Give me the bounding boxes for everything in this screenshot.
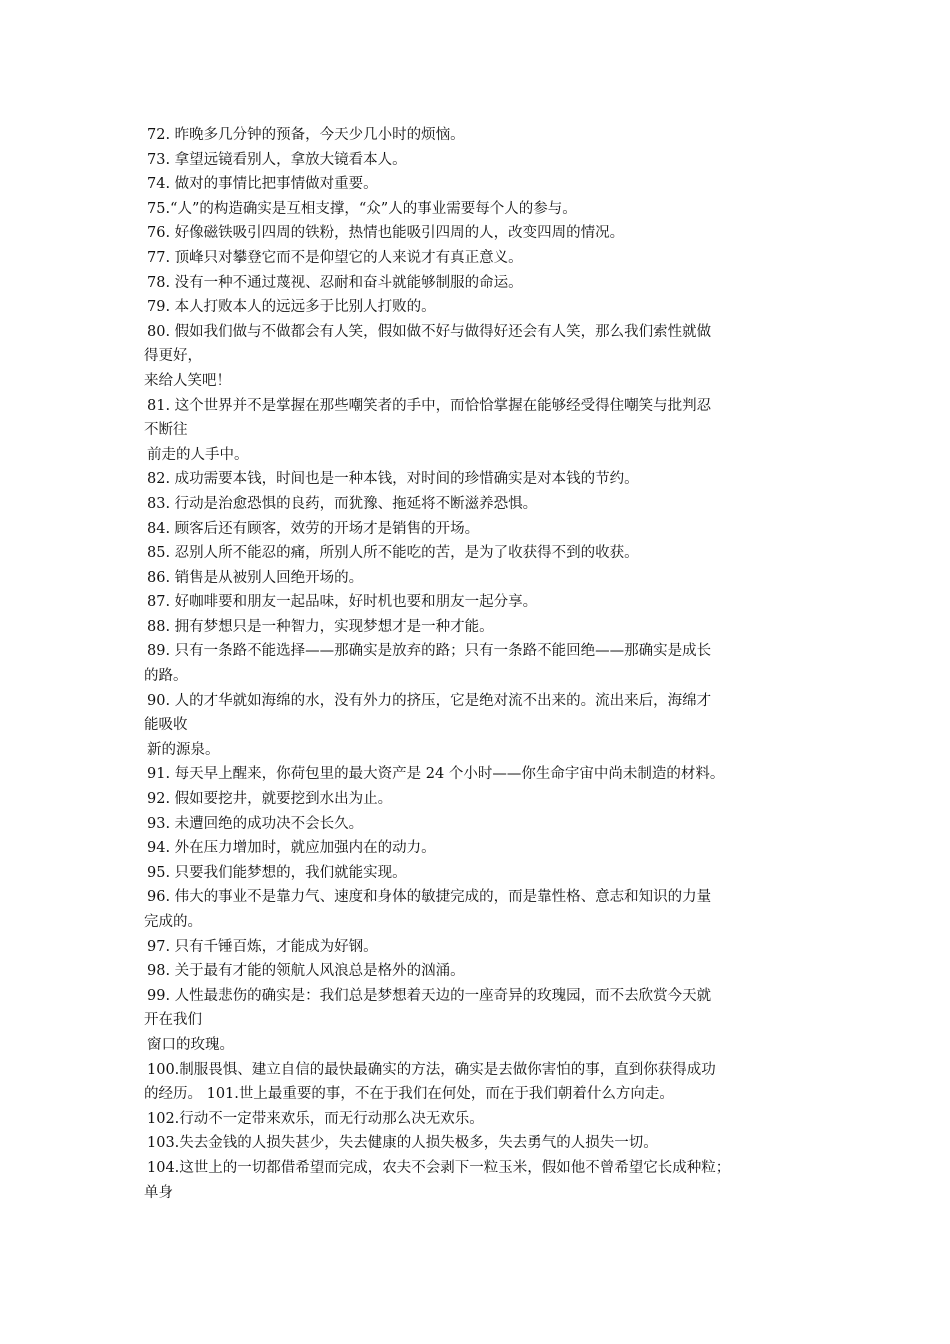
text-line: 75.“人”的构造确实是互相支撑，“众”人的事业需要每个人的参与。 — [147, 200, 577, 217]
text-line: 102.行动不一定带来欢乐，而无行动那么决无欢乐。 — [147, 1110, 484, 1127]
text-line: 94. 外在压力增加时，就应加强内在的动力。 — [147, 840, 436, 857]
text-line: 81. 这个世界并不是掌握在那些嘲笑者的手中，而恰恰掌握在能够经受得住嘲笑与批判忍 — [147, 397, 712, 414]
text-line: 96. 伟大的事业不是靠力气、速度和身体的敏捷完成的，而是靠性格、意志和知识的力量 — [147, 889, 712, 906]
text-line: 99. 人性最悲伤的确实是：我们总是梦想着天边的一座奇异的玫瑰园，而不去欣赏今天就 — [147, 987, 712, 1004]
text-line: 得更好， — [144, 348, 202, 365]
text-line: 93. 未遭回绝的成功决不会长久。 — [147, 815, 364, 832]
text-line: 100.制服畏惧、建立自信的最快最确实的方法，确实是去做你害怕的事，直到你获得成功 — [147, 1061, 716, 1078]
document-body — [144, 123, 814, 1205]
text-line: 72. 昨晚多几分钟的预备，今天少几小时的烦恼。 — [147, 127, 465, 143]
text-line: 84. 顾客后还有顾客，效劳的开场才是销售的开场。 — [147, 520, 480, 537]
text-line: 窗口的玫瑰。 — [147, 1036, 234, 1053]
text-line: 80. 假如我们做与不做都会有人笑，假如做不好与做得好还会有人笑，那么我们索性就做 — [147, 323, 712, 340]
text-line: 83. 行动是治愈恐惧的良药，而犹豫、拖延将不断滋养恐惧。 — [147, 495, 538, 512]
text-line: 74. 做对的事情比把事情做对重要。 — [147, 176, 378, 193]
text-line: 97. 只有千锤百炼，才能成为好钢。 — [147, 938, 378, 955]
text-line: 前走的人手中。 — [147, 446, 249, 463]
text-line: 78. 没有一种不通过蔑视、忍耐和奋斗就能够制服的命运。 — [147, 274, 523, 291]
text-line: 89. 只有一条路不能选择——那确实是放弃的路；只有一条路不能回绝——那确实是成长 — [147, 643, 712, 660]
text-line: 95. 只要我们能梦想的，我们就能实现。 — [147, 864, 407, 881]
text-line: 不断往 — [144, 422, 188, 439]
text-line: 91. 每天早上醒来，你荷包里的最大资产是 24 个小时——你生命宇宙中尚未制造的材料。 — [147, 766, 725, 783]
text-line: 79. 本人打败本人的远远多于比别人打败的。 — [147, 299, 436, 316]
text-line: 完成的。 — [144, 914, 202, 930]
text-line: 来给人笑吧！ — [144, 372, 231, 389]
text-line: 的路。 — [144, 668, 188, 685]
text-line: 73. 拿望远镜看别人，拿放大镜看本人。 — [147, 151, 407, 168]
text-line: 104.这世上的一切都借希望而完成，农夫不会剥下一粒玉米，假如他不曾希望它长成种粒； — [147, 1159, 731, 1176]
text-line: 77. 顶峰只对攀登它而不是仰望它的人来说才有真正意义。 — [147, 249, 523, 266]
text-line: 86. 销售是从被别人回绝开场的。 — [147, 569, 364, 586]
text-line: 76. 好像磁铁吸引四周的铁粉，热情也能吸引四周的人，改变四周的情况。 — [147, 225, 625, 242]
text-line: 88. 拥有梦想只是一种智力，实现梦想才是一种才能。 — [147, 618, 494, 635]
text-line: 90. 人的才华就如海绵的水，没有外力的挤压，它是绝对流不出来的。流出来后，海绵才 — [147, 692, 712, 709]
text-line: 新的源泉。 — [147, 741, 220, 758]
text-line: 能吸收 — [144, 717, 188, 734]
text-line: 85. 忍别人所不能忍的痛，所别人所不能吃的苦，是为了收获得不到的收获。 — [147, 545, 639, 562]
text-line: 87. 好咖啡要和朋友一起品味，好时机也要和朋友一起分享。 — [147, 594, 538, 611]
text-line: 92. 假如要挖井，就要挖到水出为止。 — [147, 791, 393, 808]
text-line: 的经历。 101.世上最重要的事，不在于我们在何处，而在于我们朝着什么方向走。 — [144, 1086, 674, 1103]
text-line: 82. 成功需要本钱，时间也是一种本钱，对时间的珍惜确实是对本钱的节约。 — [147, 471, 639, 488]
text-line: 开在我们 — [144, 1012, 202, 1029]
text-line: 98. 关于最有才能的领航人风浪总是格外的汹涌。 — [147, 963, 465, 980]
text-line: 单身 — [144, 1184, 173, 1201]
text-line: 103.失去金钱的人损失甚少，失去健康的人损失极多，失去勇气的人损失一切。 — [147, 1135, 658, 1152]
